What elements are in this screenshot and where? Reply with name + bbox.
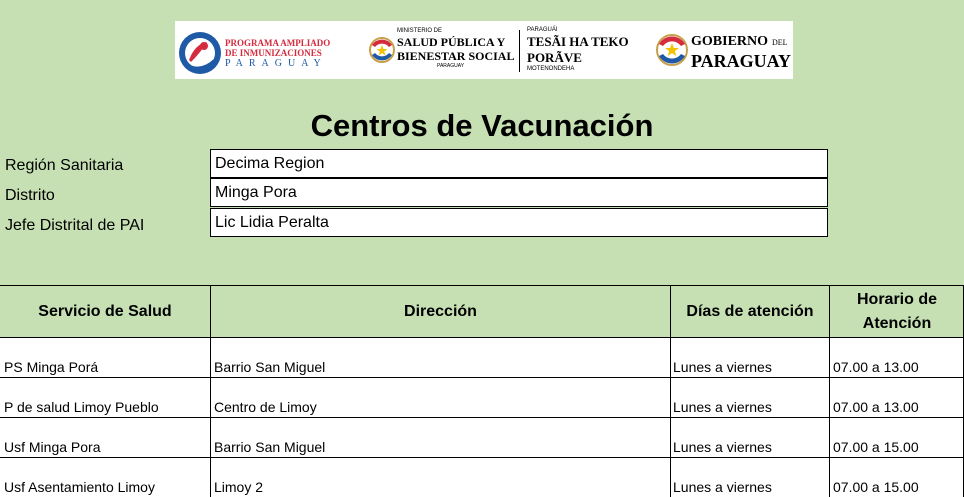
page-title: Centros de Vacunación	[310, 108, 654, 143]
pai-line1: PROGRAMA AMPLIADO	[225, 38, 331, 48]
pai-line3: PARAGUAY	[225, 58, 327, 69]
msp-line2: BIENESTAR SOCIAL	[397, 49, 515, 63]
cell-direccion: Limoy 2	[214, 479, 264, 495]
cell-direccion: Barrio San Miguel	[214, 439, 326, 455]
tesai-small: PARAGUÁI	[527, 27, 558, 33]
column-border	[670, 285, 671, 497]
row-border	[0, 377, 964, 378]
msp-small2: PARAGUAY	[437, 63, 465, 69]
gobierno-seal-icon	[655, 32, 689, 68]
cell-servicio: PS Minga Porá	[4, 359, 99, 375]
cell-servicio: P de salud Limoy Pueblo	[4, 399, 159, 415]
cell-dias: Lunes a viernes	[673, 439, 772, 455]
row-border	[0, 417, 964, 418]
cell-servicio: Usf Asentamiento Limoy	[4, 479, 155, 495]
gob-line1b: DEL	[772, 38, 788, 47]
cell-dias: Lunes a viernes	[673, 399, 772, 415]
paraguay-seal-icon	[369, 35, 395, 65]
tesai-line1: TESÃI HA TEKO	[527, 34, 629, 49]
pai-line2: DE INMUNIZACIONES	[225, 48, 322, 58]
gob-line2: PARAGUAY	[691, 51, 792, 71]
pai-logo-text	[225, 38, 340, 70]
msp-logo-text	[397, 28, 517, 69]
msp-small: MINISTERIO DE	[397, 28, 443, 34]
tesai-logo-text	[527, 27, 637, 73]
info-label-distrito: Distrito	[5, 187, 55, 204]
msp-line1: SALUD PÚBLICA Y	[397, 35, 506, 49]
cell-servicio: Usf Minga Pora	[4, 439, 101, 455]
cell-direccion: Centro de Limoy	[214, 399, 317, 415]
cell-dias: Lunes a viernes	[673, 479, 772, 495]
pai-logo-icon	[177, 30, 223, 76]
logo-divider	[519, 30, 520, 72]
info-label-region: Región Sanitaria	[5, 157, 124, 174]
info-value-jefe: Lic Lidia Peralta	[210, 208, 828, 237]
cell-horario: 07.00 a 15.00	[833, 479, 919, 495]
info-value-region: Decima Region	[210, 149, 828, 178]
info-label-jefe: Jefe Distrital de PAI	[5, 217, 145, 234]
cell-direccion: Barrio San Miguel	[214, 359, 326, 375]
header-bottom-border	[0, 337, 964, 338]
header-servicio: Servicio de Salud	[38, 302, 172, 320]
info-value-distrito: Minga Pora	[210, 178, 828, 207]
tesai-line2: PORÃVE	[527, 50, 582, 65]
cell-dias: Lunes a viernes	[673, 359, 772, 375]
row-border	[0, 457, 964, 458]
column-border	[829, 285, 830, 497]
cell-horario: 07.00 a 15.00	[833, 439, 919, 455]
gobierno-logo-text	[691, 33, 791, 71]
tesai-small2: MOTENONDEHA	[527, 66, 575, 72]
gob-line1: GOBIERNO	[691, 34, 769, 49]
header-dias: Días de atención	[686, 302, 814, 320]
column-border	[210, 285, 211, 497]
header-direccion: Dirección	[404, 302, 477, 320]
logo-banner	[175, 21, 793, 79]
cell-horario: 07.00 a 13.00	[833, 399, 919, 415]
cell-horario: 07.00 a 13.00	[833, 359, 919, 375]
header-horario: Horario de Atención	[856, 290, 937, 332]
